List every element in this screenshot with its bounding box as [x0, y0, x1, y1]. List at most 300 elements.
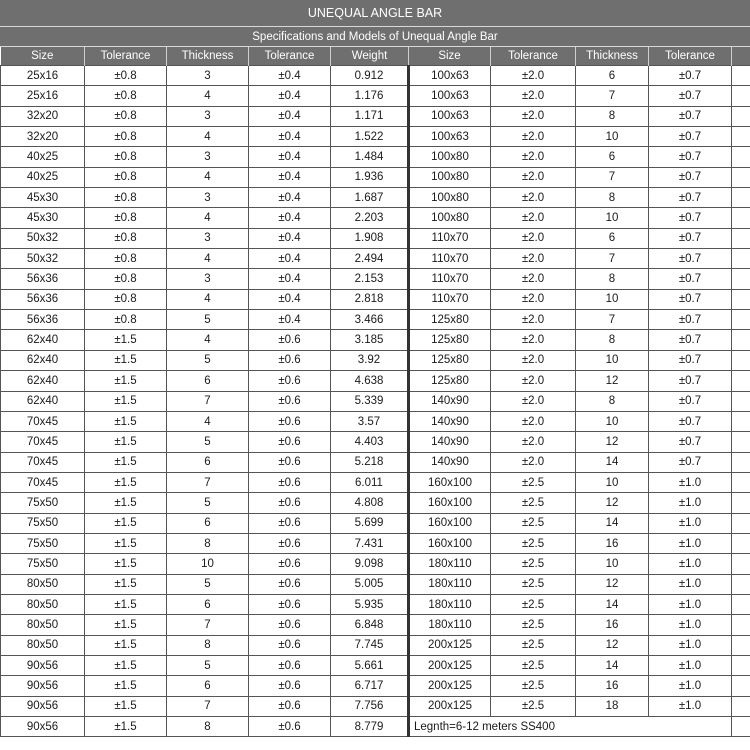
cell-weight: 5.661: [331, 655, 409, 675]
cell-size-tolerance: ±1.5: [85, 330, 167, 350]
cell-extra: [732, 228, 750, 248]
cell-thickness-right: 12: [576, 432, 649, 452]
cell-size: 75x50: [1, 554, 85, 574]
cell-size: 70x45: [1, 472, 85, 492]
cell-thickness: 6: [167, 371, 249, 391]
cell-thickness-tolerance-right: ±1.0: [649, 615, 732, 635]
cell-thickness: 5: [167, 310, 249, 330]
cell-extra: [732, 635, 750, 655]
cell-thickness-right: 14: [576, 655, 649, 675]
table-row: [1, 249, 750, 269]
cell-thickness-right: 14: [576, 594, 649, 614]
cell-weight: 7.756: [331, 696, 409, 716]
cell-thickness-right: 7: [576, 310, 649, 330]
table-row: [1, 472, 750, 492]
cell-thickness-tolerance: ±0.6: [249, 594, 331, 614]
cell-thickness: 3: [167, 188, 249, 208]
cell-size-tolerance: ±1.5: [85, 554, 167, 574]
cell-size-tolerance-right: ±2.5: [491, 554, 576, 574]
cell-thickness-tolerance: ±0.4: [249, 66, 331, 86]
cell-thickness-right: 8: [576, 188, 649, 208]
cell-thickness-right: 18: [576, 696, 649, 716]
cell-size-tolerance-right: ±2.0: [491, 371, 576, 391]
cell-size: 32x20: [1, 106, 85, 126]
cell-thickness-tolerance: ±0.4: [249, 269, 331, 289]
cell-size: 62x40: [1, 391, 85, 411]
cell-size-right: 110x70: [409, 228, 491, 248]
table-row: [1, 717, 750, 737]
table-row: [1, 513, 750, 533]
cell-size-tolerance: ±1.5: [85, 615, 167, 635]
cell-size-tolerance: ±0.8: [85, 310, 167, 330]
cell-weight: 7.431: [331, 533, 409, 553]
cell-weight: 7.745: [331, 635, 409, 655]
cell-thickness-tolerance-right: ±1.0: [649, 513, 732, 533]
cell-extra: [732, 208, 750, 228]
cell-extra: [732, 147, 750, 167]
cell-size: 80x50: [1, 594, 85, 614]
cell-size-right: 180x110: [409, 615, 491, 635]
cell-size-tolerance-right: ±2.5: [491, 655, 576, 675]
table-row: [1, 371, 750, 391]
cell-thickness: 7: [167, 696, 249, 716]
cell-size-tolerance-right: ±2.0: [491, 310, 576, 330]
cell-thickness-tolerance-right: ±0.7: [649, 228, 732, 248]
cell-thickness-tolerance-right: ±0.7: [649, 350, 732, 370]
cell-weight: 3.466: [331, 310, 409, 330]
cell-size: 45x30: [1, 188, 85, 208]
cell-thickness: 3: [167, 269, 249, 289]
cell-size-right: 100x80: [409, 147, 491, 167]
cell-size-right: 100x63: [409, 66, 491, 86]
cell-size-tolerance: ±0.8: [85, 269, 167, 289]
cell-thickness-tolerance: ±0.6: [249, 655, 331, 675]
cell-thickness: 4: [167, 167, 249, 187]
cell-size-right: 100x63: [409, 127, 491, 147]
cell-size: 50x32: [1, 228, 85, 248]
cell-size: 25x16: [1, 86, 85, 106]
cell-thickness-tolerance-right: ±0.7: [649, 208, 732, 228]
cell-size-tolerance-right: ±2.5: [491, 594, 576, 614]
cell-size: 32x20: [1, 127, 85, 147]
cell-size-right: 100x80: [409, 167, 491, 187]
table-row: [1, 167, 750, 187]
table-row: [1, 655, 750, 675]
cell-thickness-tolerance: ±0.6: [249, 452, 331, 472]
table-row: [1, 269, 750, 289]
cell-thickness: 6: [167, 513, 249, 533]
cell-size-right: 160x100: [409, 533, 491, 553]
cell-extra: [732, 371, 750, 391]
cell-thickness-right: 6: [576, 147, 649, 167]
cell-size-tolerance-right: ±2.5: [491, 635, 576, 655]
cell-thickness: 6: [167, 594, 249, 614]
cell-thickness-right: 7: [576, 167, 649, 187]
cell-thickness: 5: [167, 493, 249, 513]
cell-thickness-right: 16: [576, 615, 649, 635]
header-extra: [732, 47, 750, 66]
cell-extra: [732, 432, 750, 452]
cell-size-tolerance: ±1.5: [85, 594, 167, 614]
cell-thickness-tolerance-right: ±1.0: [649, 635, 732, 655]
cell-size-tolerance: ±1.5: [85, 655, 167, 675]
cell-size-right: 100x80: [409, 188, 491, 208]
cell-extra: [732, 554, 750, 574]
cell-thickness: 4: [167, 86, 249, 106]
cell-size-tolerance-right: ±2.0: [491, 66, 576, 86]
cell-extra: [732, 310, 750, 330]
cell-extra: [732, 289, 750, 309]
cell-thickness: 7: [167, 472, 249, 492]
cell-thickness-tolerance: ±0.6: [249, 391, 331, 411]
cell-size-tolerance-right: ±2.0: [491, 228, 576, 248]
cell-thickness: 3: [167, 106, 249, 126]
cell-size-right: 160x100: [409, 513, 491, 533]
cell-size-right: 100x63: [409, 106, 491, 126]
cell-weight: 5.935: [331, 594, 409, 614]
cell-size: 45x30: [1, 208, 85, 228]
table-row: [1, 594, 750, 614]
cell-weight: 1.908: [331, 228, 409, 248]
cell-weight: 3.92: [331, 350, 409, 370]
cell-size-tolerance: ±0.8: [85, 228, 167, 248]
cell-extra: [732, 269, 750, 289]
cell-thickness-right: 12: [576, 371, 649, 391]
cell-size-tolerance: ±1.5: [85, 493, 167, 513]
cell-extra: [732, 188, 750, 208]
cell-size: 62x40: [1, 330, 85, 350]
cell-extra: [732, 533, 750, 553]
cell-thickness: 5: [167, 655, 249, 675]
cell-size: 70x45: [1, 432, 85, 452]
cell-thickness-tolerance-right: ±0.7: [649, 249, 732, 269]
cell-extra: [732, 86, 750, 106]
cell-size-tolerance: ±1.5: [85, 371, 167, 391]
cell-thickness-right: 10: [576, 350, 649, 370]
cell-thickness-right: 8: [576, 269, 649, 289]
cell-thickness-tolerance-right: ±1.0: [649, 594, 732, 614]
cell-weight: 8.779: [331, 717, 409, 737]
cell-thickness: 4: [167, 289, 249, 309]
cell-thickness-tolerance-right: ±1.0: [649, 554, 732, 574]
cell-thickness-tolerance: ±0.4: [249, 188, 331, 208]
cell-thickness-right: 10: [576, 472, 649, 492]
cell-thickness-tolerance: ±0.6: [249, 371, 331, 391]
cell-extra: [732, 493, 750, 513]
cell-thickness-tolerance-right: ±1.0: [649, 655, 732, 675]
cell-extra: [732, 513, 750, 533]
cell-thickness-tolerance: ±0.4: [249, 127, 331, 147]
cell-thickness-right: 10: [576, 554, 649, 574]
cell-size-tolerance: ±0.8: [85, 208, 167, 228]
cell-extra: [732, 615, 750, 635]
cell-thickness-tolerance-right: ±1.0: [649, 696, 732, 716]
cell-size: 90x56: [1, 717, 85, 737]
header-row: [1, 47, 750, 66]
cell-thickness-right: 14: [576, 513, 649, 533]
cell-size-tolerance-right: ±2.5: [491, 574, 576, 594]
cell-thickness-tolerance: ±0.6: [249, 493, 331, 513]
cell-thickness-tolerance: ±0.6: [249, 350, 331, 370]
cell-thickness: 6: [167, 676, 249, 696]
table-row: [1, 188, 750, 208]
cell-size: 62x40: [1, 350, 85, 370]
cell-extra: [732, 249, 750, 269]
cell-thickness: 8: [167, 635, 249, 655]
cell-size-tolerance-right: ±2.0: [491, 167, 576, 187]
cell-thickness-tolerance-right: ±0.7: [649, 452, 732, 472]
cell-size: 56x36: [1, 269, 85, 289]
cell-thickness: 8: [167, 717, 249, 737]
cell-size-tolerance-right: ±2.0: [491, 432, 576, 452]
cell-thickness-tolerance: ±0.4: [249, 208, 331, 228]
table-row: [1, 391, 750, 411]
cell-thickness: 10: [167, 554, 249, 574]
cell-size-right: 140x90: [409, 411, 491, 431]
cell-size-tolerance: ±0.8: [85, 289, 167, 309]
cell-thickness-tolerance-right: ±1.0: [649, 533, 732, 553]
cell-size-right: 100x80: [409, 208, 491, 228]
footnote: Legnth=6-12 meters SS400: [409, 717, 732, 737]
table-row: [1, 635, 750, 655]
cell-size-tolerance: ±0.8: [85, 127, 167, 147]
cell-size-tolerance: ±0.8: [85, 106, 167, 126]
cell-thickness: 4: [167, 249, 249, 269]
cell-size-tolerance-right: ±2.0: [491, 391, 576, 411]
cell-thickness-tolerance: ±0.6: [249, 635, 331, 655]
cell-size: 90x56: [1, 696, 85, 716]
cell-thickness-tolerance: ±0.4: [249, 249, 331, 269]
table-row: [1, 574, 750, 594]
cell-weight: 2.203: [331, 208, 409, 228]
cell-thickness-right: 12: [576, 493, 649, 513]
cell-size-tolerance-right: ±2.0: [491, 208, 576, 228]
cell-size-right: 110x70: [409, 249, 491, 269]
cell-weight: 4.403: [331, 432, 409, 452]
cell-thickness: 7: [167, 391, 249, 411]
table-row: [1, 310, 750, 330]
cell-size-right: 180x110: [409, 594, 491, 614]
table-row: [1, 411, 750, 431]
cell-weight: 1.522: [331, 127, 409, 147]
cell-thickness-right: 7: [576, 249, 649, 269]
cell-size-right: 125x80: [409, 330, 491, 350]
cell-thickness-tolerance: ±0.4: [249, 167, 331, 187]
cell-size-tolerance-right: ±2.0: [491, 188, 576, 208]
header-size-right: Size: [409, 47, 491, 66]
cell-size-tolerance-right: ±2.5: [491, 472, 576, 492]
cell-size-tolerance-right: ±2.0: [491, 269, 576, 289]
cell-thickness-right: 12: [576, 574, 649, 594]
cell-extra: [732, 66, 750, 86]
table-row: [1, 615, 750, 635]
cell-thickness: 4: [167, 411, 249, 431]
table-row: [1, 228, 750, 248]
cell-size: 50x32: [1, 249, 85, 269]
cell-thickness-tolerance-right: ±0.7: [649, 147, 732, 167]
header-size-tolerance-right: Tolerance: [491, 47, 576, 66]
cell-size: 75x50: [1, 533, 85, 553]
cell-thickness: 3: [167, 66, 249, 86]
cell-weight: 5.699: [331, 513, 409, 533]
cell-weight: 5.005: [331, 574, 409, 594]
header-thickness-right: Thickness: [576, 47, 649, 66]
angle-bar-table: [0, 47, 750, 737]
cell-thickness: 3: [167, 147, 249, 167]
cell-thickness: 4: [167, 127, 249, 147]
cell-thickness-tolerance-right: ±0.7: [649, 432, 732, 452]
cell-size-tolerance: ±1.5: [85, 432, 167, 452]
cell-weight: 6.717: [331, 676, 409, 696]
cell-thickness-tolerance: ±0.6: [249, 717, 331, 737]
cell-size-right: 160x100: [409, 472, 491, 492]
cell-size: 75x50: [1, 493, 85, 513]
cell-extra: [732, 411, 750, 431]
cell-thickness-right: 6: [576, 66, 649, 86]
cell-thickness-tolerance-right: ±0.7: [649, 269, 732, 289]
cell-weight: 6.011: [331, 472, 409, 492]
cell-size-tolerance: ±1.5: [85, 472, 167, 492]
cell-thickness-right: 8: [576, 106, 649, 126]
cell-extra: [732, 106, 750, 126]
table-body: [1, 66, 750, 737]
cell-thickness-right: 10: [576, 289, 649, 309]
cell-size-right: 140x90: [409, 452, 491, 472]
cell-size-right: 180x110: [409, 574, 491, 594]
cell-weight: 9.098: [331, 554, 409, 574]
cell-size-tolerance-right: ±2.0: [491, 289, 576, 309]
table-subtitle: Specifications and Models of Unequal Angle Bar: [0, 27, 750, 47]
cell-size-right: 110x70: [409, 289, 491, 309]
cell-thickness-tolerance: ±0.6: [249, 472, 331, 492]
cell-size: 40x25: [1, 167, 85, 187]
header-size: Size: [1, 47, 85, 66]
cell-weight: 3.185: [331, 330, 409, 350]
cell-size-tolerance-right: ±2.5: [491, 615, 576, 635]
cell-thickness: 4: [167, 330, 249, 350]
cell-size-tolerance: ±0.8: [85, 249, 167, 269]
cell-size: 70x45: [1, 411, 85, 431]
cell-size-tolerance: ±1.5: [85, 574, 167, 594]
cell-extra: [732, 472, 750, 492]
cell-size: 90x56: [1, 676, 85, 696]
table-row: [1, 554, 750, 574]
cell-size-tolerance: ±1.5: [85, 350, 167, 370]
cell-size: 80x50: [1, 574, 85, 594]
cell-thickness-tolerance-right: ±1.0: [649, 472, 732, 492]
cell-extra: [732, 350, 750, 370]
cell-thickness-tolerance: ±0.6: [249, 513, 331, 533]
cell-thickness-tolerance: ±0.6: [249, 432, 331, 452]
cell-weight: 1.176: [331, 86, 409, 106]
header-size-tolerance: Tolerance: [85, 47, 167, 66]
cell-thickness-right: 10: [576, 127, 649, 147]
cell-thickness-tolerance-right: ±0.7: [649, 167, 732, 187]
cell-thickness-tolerance: ±0.4: [249, 106, 331, 126]
cell-size-tolerance: ±1.5: [85, 696, 167, 716]
cell-thickness-tolerance-right: ±0.7: [649, 371, 732, 391]
table-row: [1, 147, 750, 167]
cell-weight: 4.808: [331, 493, 409, 513]
cell-thickness-right: 7: [576, 86, 649, 106]
cell-size-tolerance: ±1.5: [85, 391, 167, 411]
cell-weight: 4.638: [331, 371, 409, 391]
cell-size: 56x36: [1, 310, 85, 330]
cell-size: 80x50: [1, 615, 85, 635]
cell-weight: 2.494: [331, 249, 409, 269]
cell-thickness-tolerance-right: ±0.7: [649, 289, 732, 309]
cell-size-tolerance-right: ±2.0: [491, 249, 576, 269]
cell-thickness-tolerance: ±0.6: [249, 615, 331, 635]
cell-thickness-tolerance: ±0.4: [249, 289, 331, 309]
cell-size-right: 100x63: [409, 86, 491, 106]
cell-thickness-tolerance: ±0.4: [249, 147, 331, 167]
cell-size: 40x25: [1, 147, 85, 167]
cell-size-right: 200x125: [409, 635, 491, 655]
cell-size: 56x36: [1, 289, 85, 309]
header-thickness-tolerance-right: Tolerance: [649, 47, 732, 66]
cell-thickness-tolerance-right: ±1.0: [649, 493, 732, 513]
cell-thickness-tolerance: ±0.6: [249, 411, 331, 431]
cell-size-tolerance-right: ±2.5: [491, 513, 576, 533]
cell-thickness-tolerance: ±0.4: [249, 228, 331, 248]
cell-size-right: 125x80: [409, 371, 491, 391]
cell-thickness-tolerance-right: ±0.7: [649, 310, 732, 330]
cell-size-tolerance-right: ±2.5: [491, 696, 576, 716]
cell-size-tolerance: ±0.8: [85, 167, 167, 187]
cell-size-right: 110x70: [409, 269, 491, 289]
cell-weight: 6.848: [331, 615, 409, 635]
table-row: [1, 208, 750, 228]
cell-weight: 3.57: [331, 411, 409, 431]
cell-size-right: 140x90: [409, 432, 491, 452]
cell-extra: [732, 127, 750, 147]
cell-size-right: 200x125: [409, 676, 491, 696]
cell-size-tolerance-right: ±2.0: [491, 411, 576, 431]
cell-extra: [732, 717, 750, 737]
cell-thickness-tolerance: ±0.6: [249, 533, 331, 553]
cell-size: 25x16: [1, 66, 85, 86]
cell-thickness-tolerance: ±0.6: [249, 330, 331, 350]
cell-size-right: 125x80: [409, 350, 491, 370]
cell-size-tolerance-right: ±2.5: [491, 676, 576, 696]
cell-size-right: 200x125: [409, 655, 491, 675]
table-row: [1, 66, 750, 86]
cell-weight: 1.171: [331, 106, 409, 126]
cell-thickness-right: 12: [576, 635, 649, 655]
cell-weight: 1.687: [331, 188, 409, 208]
cell-thickness-right: 10: [576, 411, 649, 431]
cell-size-tolerance-right: ±2.0: [491, 127, 576, 147]
cell-thickness-tolerance-right: ±0.7: [649, 411, 732, 431]
cell-size-tolerance-right: ±2.0: [491, 147, 576, 167]
cell-thickness-right: 8: [576, 391, 649, 411]
cell-thickness-tolerance-right: ±0.7: [649, 106, 732, 126]
cell-thickness-tolerance: ±0.4: [249, 86, 331, 106]
cell-thickness-tolerance: ±0.6: [249, 554, 331, 574]
cell-size-tolerance: ±1.5: [85, 635, 167, 655]
cell-extra: [732, 696, 750, 716]
table-title: UNEQUAL ANGLE BAR: [0, 0, 750, 27]
table-row: [1, 350, 750, 370]
cell-size-tolerance: ±1.5: [85, 513, 167, 533]
cell-size-tolerance-right: ±2.5: [491, 533, 576, 553]
cell-thickness-tolerance: ±0.4: [249, 310, 331, 330]
cell-extra: [732, 452, 750, 472]
cell-size-tolerance: ±0.8: [85, 66, 167, 86]
cell-thickness-tolerance-right: ±0.7: [649, 391, 732, 411]
cell-size-right: 160x100: [409, 493, 491, 513]
